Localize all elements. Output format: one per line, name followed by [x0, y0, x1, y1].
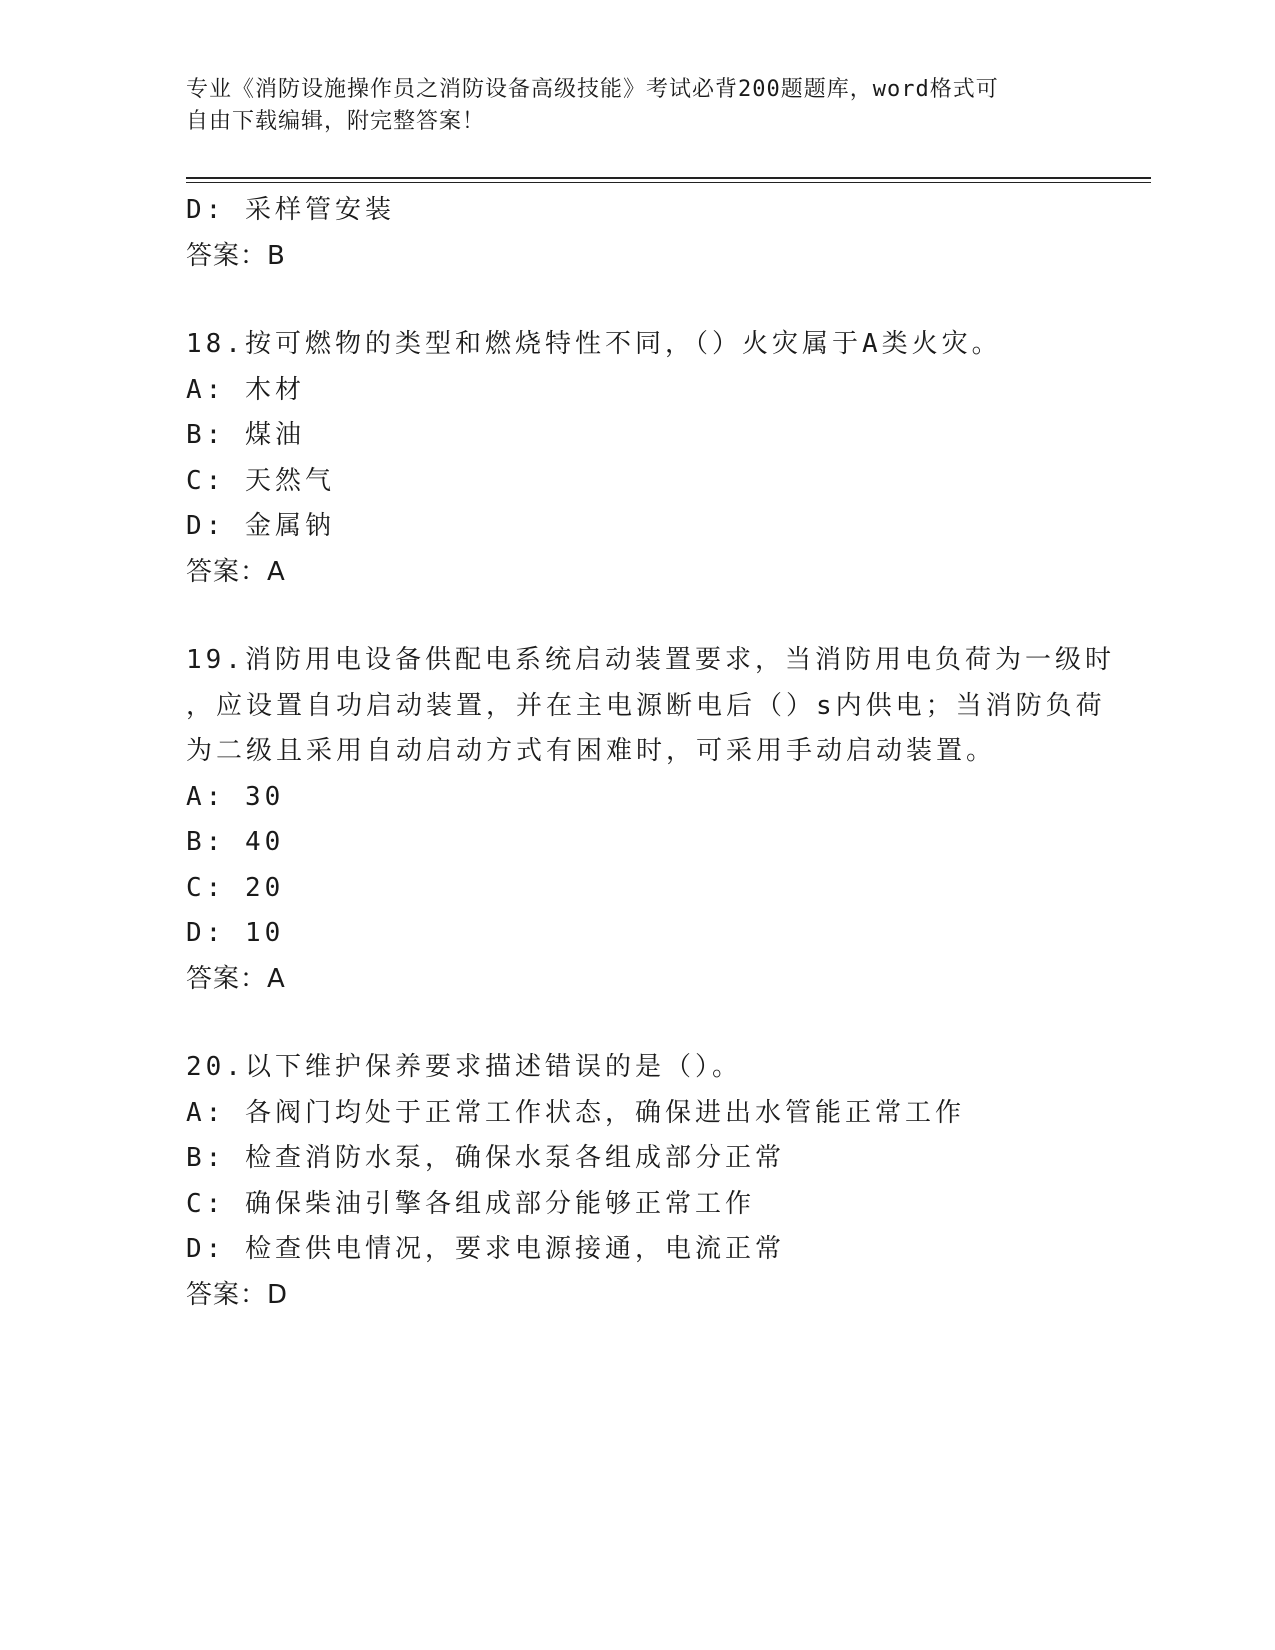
- spacer: [186, 1002, 1086, 1045]
- document-header: [186, 74, 1086, 138]
- option-c: C: 天然气: [186, 465, 335, 496]
- option-a: A: 30: [186, 781, 285, 812]
- option-b: B: 煤油: [186, 420, 305, 450]
- question-title: [186, 1045, 1086, 1091]
- question-title-line: 为二级且采用自动启动方式有困难时，可采用手动启动装置。: [186, 736, 997, 766]
- answer: 答案：A: [186, 963, 286, 994]
- option-a: A: 木材: [186, 374, 305, 405]
- question-20: [186, 1045, 1086, 1318]
- option-c: C: 20: [186, 872, 285, 903]
- option-b: B: 检查消防水泵，确保水泵各组成部分正常: [186, 1143, 785, 1173]
- answer: 答案：A: [186, 556, 286, 587]
- question-content: [186, 188, 1115, 1318]
- question-title-line: ，应设置自功启动装置，并在主电源断电后（）s内供电；当消防负荷: [186, 690, 1106, 721]
- option-a: A: 各阀门均处于正常工作状态，确保进出水管能正常工作: [186, 1097, 965, 1128]
- spacer: [186, 279, 1086, 322]
- option-d: D: 检查供电情况，要求电源接通，电流正常: [186, 1234, 785, 1264]
- question-title: [186, 322, 1086, 368]
- option-b: B: 40: [186, 827, 285, 857]
- prev-answer: 答案：B: [186, 240, 286, 271]
- header-rule-thin: [186, 182, 1151, 183]
- option-c: C: 确保柴油引擎各组成部分能够正常工作: [186, 1188, 755, 1219]
- header-line-1: 专业《消防设施操作员之消防设备高级技能》考试必背200题题库，word格式可: [186, 77, 999, 102]
- spacer: [186, 595, 1086, 638]
- question-title-line: 18.按可燃物的类型和燃烧特性不同，（）火灾属于A类火灾。: [186, 329, 1002, 359]
- option-d: D: 金属钠: [186, 511, 335, 541]
- question-19: [186, 638, 1115, 1002]
- question-title-line: 20.以下维护保养要求描述错误的是（）。: [186, 1052, 742, 1082]
- question-title-line: 19.消防用电设备供配电系统启动装置要求，当消防用电负荷为一级时: [186, 645, 1115, 675]
- header-line-2: 自由下载编辑，附完整答案！: [186, 109, 486, 134]
- answer: 答案：D: [186, 1279, 289, 1310]
- prev-option-d: D: 采样管安装: [186, 195, 395, 225]
- option-d: D: 10: [186, 918, 285, 948]
- question-18: [186, 322, 1086, 595]
- question-title: [186, 638, 1115, 775]
- header-rule-thick: [186, 177, 1151, 179]
